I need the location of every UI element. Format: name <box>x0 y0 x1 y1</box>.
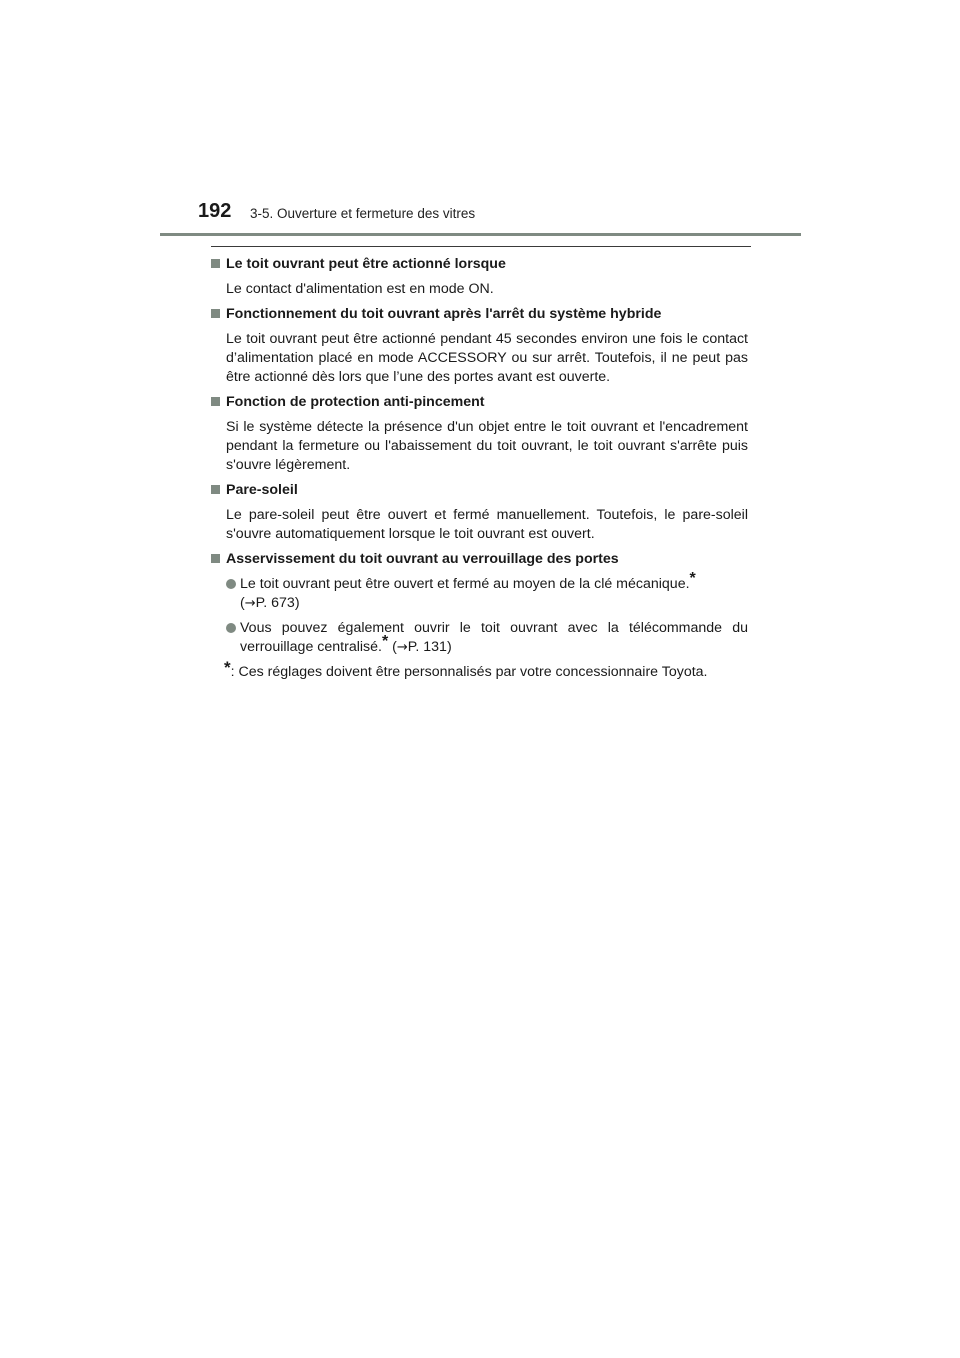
page-ref-open: ( <box>240 595 245 611</box>
bullet-text <box>240 619 748 657</box>
item-heading <box>211 305 748 324</box>
footnote-mark: * <box>224 658 231 677</box>
bullet-body: Le toit ouvrant peut être ouvert et fermé au moyen de la clé mécanique. <box>240 576 690 592</box>
item-door-lock-link <box>211 550 748 657</box>
item-text: Le pare-soleil peut être ouvert et fermé manuellement. Toutefois, le pare-soleil s'ouvre automatiquement lorsque le toit ouvrant est ouvert. <box>226 507 748 542</box>
content <box>211 255 748 682</box>
item-power-on <box>211 255 748 299</box>
item-heading-text: Le toit ouvrant peut être actionné lorsque <box>226 256 506 272</box>
item-heading-text: Fonction de protection anti-pincement <box>226 394 485 410</box>
section-title: 3-5. Ouverture et fermeture des vitres <box>250 206 476 221</box>
item-heading <box>211 255 748 274</box>
page-ref-open: ( <box>388 639 397 655</box>
round-bullet-icon <box>226 579 236 589</box>
header-rule <box>160 233 801 236</box>
bullet-item <box>226 619 748 657</box>
square-bullet-icon <box>211 397 220 406</box>
asterisk-mark: * <box>689 570 696 587</box>
item-heading-text: Asservissement du toit ouvrant au verrouillage des portes <box>226 551 619 567</box>
item-text: Le contact d'alimentation est en mode ON. <box>226 281 494 297</box>
footnote <box>224 658 748 682</box>
round-bullet-icon <box>226 623 236 633</box>
footnote-text: : Ces réglages doivent être personnalisés par votre concessionnaire Toyota. <box>230 664 708 680</box>
item-after-shutdown <box>211 305 748 387</box>
item-anti-pinch <box>211 393 748 475</box>
item-heading <box>211 393 748 412</box>
arrow-right-icon: → <box>396 640 408 655</box>
item-heading-text: Pare-soleil <box>226 482 298 498</box>
page-number: 192 <box>198 200 232 222</box>
item-text: Si le système détecte la présence d'un objet entre le toit ouvrant et l'encadrement pendant la fermeture ou l'abaissement du toit ouvrant, le toit ouvrant s'arrête puis s'ouvre légèrement. <box>226 419 748 473</box>
bullet-text <box>240 570 748 613</box>
item-sunshade <box>211 481 748 544</box>
item-heading <box>211 550 748 569</box>
content-rule <box>211 246 751 247</box>
bullet-body: Vous pouvez également ouvrir le toit ouvrant avec la télécommande du verrouillage centralisé. <box>240 620 748 655</box>
square-bullet-icon <box>211 554 220 563</box>
item-heading <box>211 481 748 500</box>
asterisk-mark: * <box>381 633 389 650</box>
page-reference[interactable]: P. 673) <box>255 595 300 611</box>
item-heading-text: Fonctionnement du toit ouvrant après l'arrêt du système hybride <box>226 306 662 322</box>
arrow-right-icon: → <box>244 596 256 611</box>
bullet-item <box>226 570 748 613</box>
item-text: Le toit ouvrant peut être actionné pendant 45 secondes environ une fois le contact d’alimentation placé en mode ACCESSORY ou sur arrêt. Toutefois, il ne peut pas être actionné dès lors que l’une des portes avant est ouverte. <box>226 331 748 385</box>
square-bullet-icon <box>211 309 220 318</box>
square-bullet-icon <box>211 485 220 494</box>
square-bullet-icon <box>211 259 220 268</box>
page-reference[interactable]: P. 131) <box>407 639 452 655</box>
